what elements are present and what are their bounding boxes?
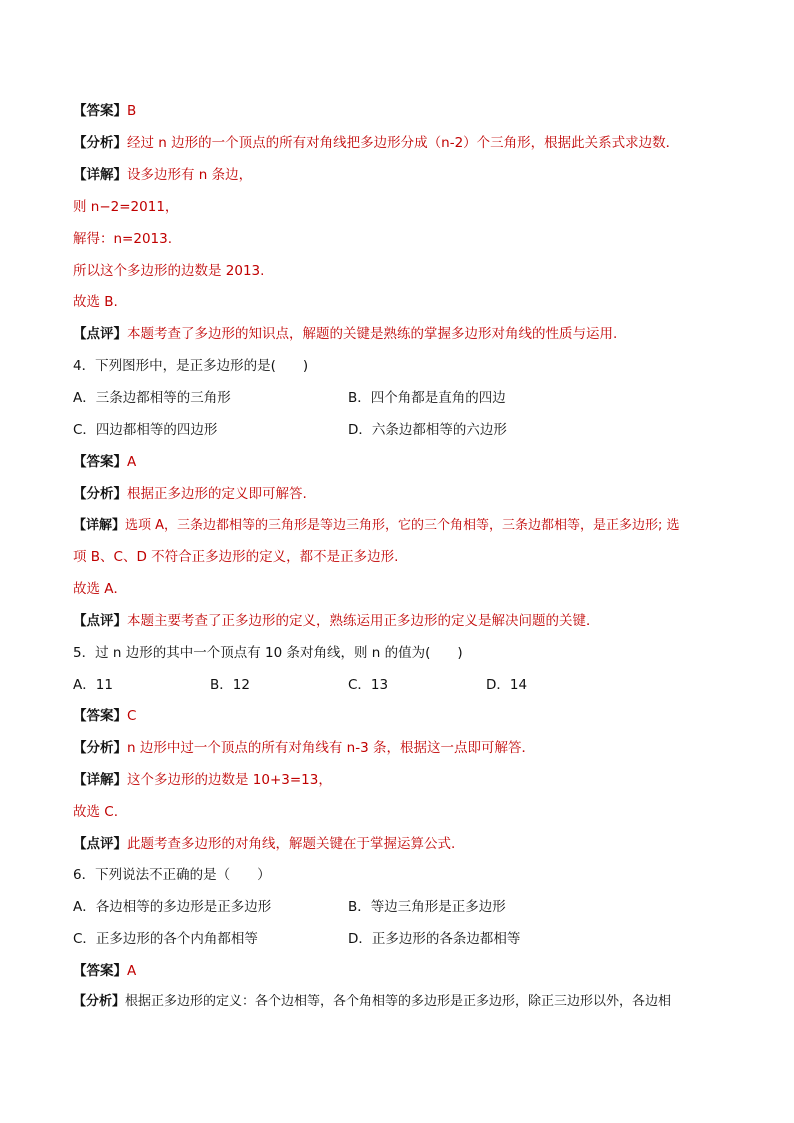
analysis-text: n 边形中过一个顶点的所有对角线有 n-3 条，根据这一点即可解答． xyxy=(127,740,535,756)
q4-stem: 4．下列图形中，是正多边形的是( ) xyxy=(73,358,309,374)
detail-tag: 【详解】 xyxy=(73,167,127,183)
detail-text: 设多边形有 n 条边， xyxy=(127,167,253,183)
answer-tag: 【答案】 xyxy=(73,454,127,470)
analysis-text: 根据正多边形的定义即可解答. xyxy=(127,486,307,502)
q3-detail-line-4: 所以这个多边形的边数是 2013. xyxy=(73,263,265,279)
comment-tag: 【点评】 xyxy=(73,613,127,629)
q5-detail-line xyxy=(73,770,332,790)
q3-analysis-line xyxy=(73,133,679,153)
comment-text: 本题主要考查了正多边形的定义，熟练运用正多边形的定义是解决问题的关键． xyxy=(127,613,600,629)
analysis-tag: 【分析】 xyxy=(73,486,127,502)
answer-tag: 【答案】 xyxy=(73,708,127,724)
detail-text: 选项 A，三条边都相等的三角形是等边三角形，它的三个角相等，三条边都相等，是正多边形; 选 xyxy=(125,518,680,533)
q3-comment-line xyxy=(73,324,617,344)
q4-detail-line xyxy=(73,516,680,536)
q5-option-d: D．14 xyxy=(486,677,528,693)
answer-value: A xyxy=(127,963,137,979)
q6-option-d: D．正多边形的各条边都相等 xyxy=(348,931,521,947)
q6-option-c: C．正多边形的各个内角都相等 xyxy=(73,931,258,947)
q3-answer-line xyxy=(73,101,136,121)
q4-analysis-line xyxy=(73,484,307,504)
comment-text: 此题考查多边形的对角线，解题关键在于掌握运算公式. xyxy=(127,836,456,852)
q3-detail-line-3: 解得：n=2013. xyxy=(73,231,173,247)
q4-answer-line xyxy=(73,452,136,472)
analysis-tag: 【分析】 xyxy=(73,994,126,1009)
answer-value: C xyxy=(127,708,137,724)
q5-analysis-line xyxy=(73,738,535,758)
q6-stem: 6．下列说法不正确的是（ ） xyxy=(73,867,271,883)
q3-detail-line-2: 则 n−2=2011， xyxy=(73,199,179,215)
q4-detail-line-3: 故选 A． xyxy=(73,581,128,597)
q6-option-b: B．等边三角形是正多边形 xyxy=(348,899,506,915)
q4-comment-line xyxy=(73,611,600,631)
analysis-text: 根据正多边形的定义：各个边相等，各个角相等的多边形是正多边形，除正三边形以外，各边相 xyxy=(125,994,672,1009)
answer-value: B xyxy=(127,103,137,119)
q6-analysis-line xyxy=(73,992,671,1012)
q3-detail-line xyxy=(73,165,252,185)
answer-value: A xyxy=(127,454,137,470)
q4-option-b: B．四个角都是直角的四边 xyxy=(348,390,506,406)
analysis-text: 经过 n 边形的一个顶点的所有对角线把多边形分成（n-2）个三角形，根据此关系式求边数． xyxy=(127,135,680,151)
q4-option-a: A．三条边都相等的三角形 xyxy=(73,390,231,406)
q5-option-b: B．12 xyxy=(210,677,250,693)
q4-detail-line-2: 项 B、C、D 不符合正多边形的定义，都不是正多边形. xyxy=(73,549,399,565)
q5-comment-line xyxy=(73,834,455,854)
detail-text: 这个多边形的边数是 10+3=13， xyxy=(127,772,332,788)
q3-detail-line-5: 故选 B. xyxy=(73,294,118,310)
answer-tag: 【答案】 xyxy=(73,103,127,119)
q5-option-c: C．13 xyxy=(348,677,389,693)
q5-option-a: A．11 xyxy=(73,677,113,693)
answer-tag: 【答案】 xyxy=(73,963,127,979)
q5-stem: 5．过 n 边形的其中一个顶点有 10 条对角线，则 n 的值为( ) xyxy=(73,645,463,661)
q6-answer-line xyxy=(73,961,136,981)
q5-detail-line-2: 故选 C. xyxy=(73,804,119,820)
detail-tag: 【详解】 xyxy=(73,518,126,533)
q4-option-c: C．四边都相等的四边形 xyxy=(73,422,218,438)
analysis-tag: 【分析】 xyxy=(73,740,127,756)
comment-tag: 【点评】 xyxy=(73,836,127,852)
comment-text: 本题考查了多边形的知识点，解题的关键是熟练的掌握多边形对角线的性质与运用. xyxy=(127,326,618,342)
q6-option-a: A．各边相等的多边形是正多边形 xyxy=(73,899,272,915)
q5-answer-line xyxy=(73,706,136,726)
detail-tag: 【详解】 xyxy=(73,772,127,788)
analysis-tag: 【分析】 xyxy=(73,135,127,151)
comment-tag: 【点评】 xyxy=(73,326,127,342)
q4-option-d: D．六条边都相等的六边形 xyxy=(348,422,507,438)
